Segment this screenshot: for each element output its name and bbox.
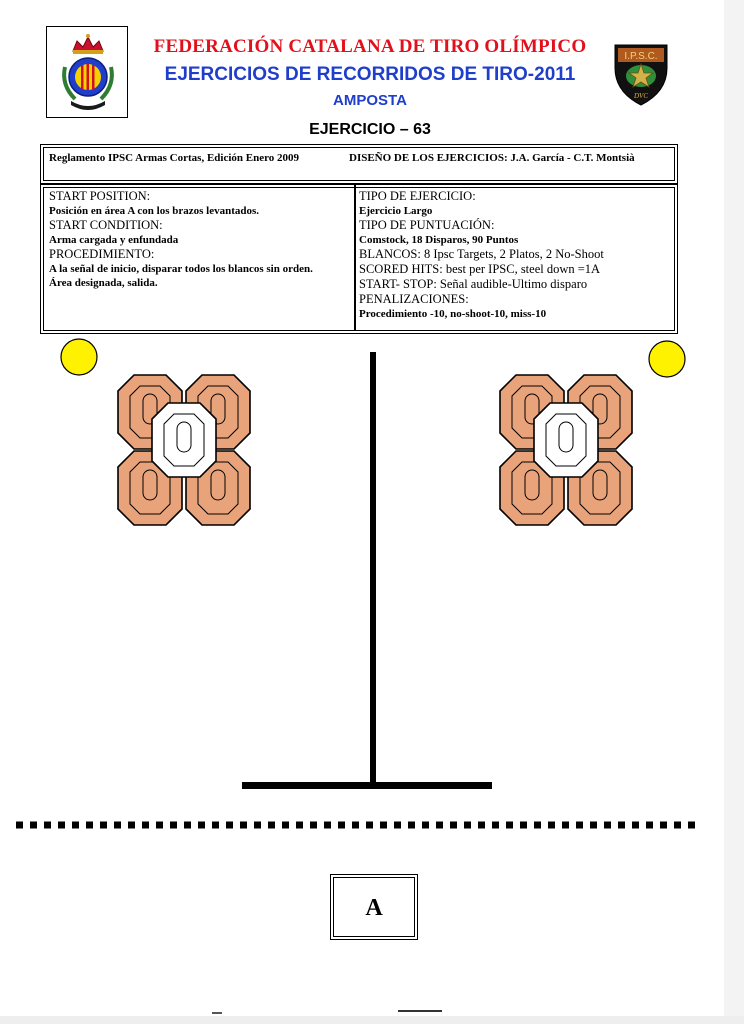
stage-diagram <box>0 330 744 810</box>
federation-title: FEDERACIÓN CATALANA DE TIRO OLÍMPICO <box>153 36 587 57</box>
procedure-column <box>49 189 349 290</box>
no-shoot-target <box>534 403 598 477</box>
start-condition-label: START CONDITION: <box>49 218 163 232</box>
target-group-left <box>118 375 250 525</box>
procedure-line-2: Área designada, salida. <box>49 277 158 289</box>
scan-artifact <box>398 1010 442 1012</box>
base-wall <box>242 782 492 789</box>
stage-info-box <box>40 184 678 334</box>
ipsc-motto: DVC <box>634 92 648 100</box>
regulation-text: Reglamento IPSC Armas Cortas, Edición Enero 2009 <box>49 152 300 164</box>
column-divider <box>354 185 356 331</box>
shooting-area-label: A <box>365 895 383 921</box>
exercise-number: EJERCICIO – 63 <box>309 121 431 138</box>
scan-artifact <box>212 1012 222 1014</box>
regulation-row <box>40 144 678 184</box>
exercise-series-title: EJERCICIOS DE RECORRIDOS DE TIRO-2011 <box>164 64 576 85</box>
fault-line <box>16 820 706 830</box>
targets-line: BLANCOS: 8 Ipsc Targets, 2 Platos, 2 No-Shoot <box>359 247 604 261</box>
start-position-value: Posición en área A con los brazos levantados. <box>49 205 260 217</box>
start-condition-value: Arma cargada y enfundada <box>49 234 179 246</box>
start-position-label: START POSITION: <box>49 189 151 203</box>
scoring-column <box>359 189 659 321</box>
procedure-line-1: A la señal de inicio, disparar todos los blancos sin orden. <box>49 263 313 275</box>
penalties-label: PENALIZACIONES: <box>359 292 469 306</box>
steel-plate-right <box>649 341 685 377</box>
procedure-label: PROCEDIMIENTO: <box>49 247 155 261</box>
exercise-type-label: TIPO DE EJERCICIO: <box>359 189 476 203</box>
shooting-area-box <box>330 874 418 940</box>
penalties-value: Procedimiento -10, no-shoot-10, miss-10 <box>359 308 547 320</box>
center-wall <box>370 352 376 786</box>
start-stop-line: START- STOP: Señal audible-Ultimo disparo <box>359 277 588 291</box>
scoring-type-label: TIPO DE PUNTUACIÓN: <box>359 218 495 232</box>
no-shoot-target <box>152 403 216 477</box>
location-title: AMPOSTA <box>333 92 407 109</box>
steel-plate-left <box>61 339 97 375</box>
scoring-type-value: Comstock, 18 Disparos, 90 Puntos <box>359 234 519 246</box>
ipsc-logo-icon <box>612 42 670 108</box>
target-group-right <box>500 375 632 525</box>
ipsc-letters: I.P.S.C. <box>624 51 658 62</box>
design-credit: DISEÑO DE LOS EJERCICIOS: J.A. García - C.T. Montsià <box>349 152 635 164</box>
federation-logo-box <box>46 26 128 118</box>
exercise-type-value: Ejercicio Largo <box>359 205 433 217</box>
federation-crest-icon <box>47 27 129 119</box>
scan-edge-bottom <box>0 1016 744 1024</box>
scored-hits-line: SCORED HITS: best per IPSC, steel down =1A <box>359 262 601 276</box>
